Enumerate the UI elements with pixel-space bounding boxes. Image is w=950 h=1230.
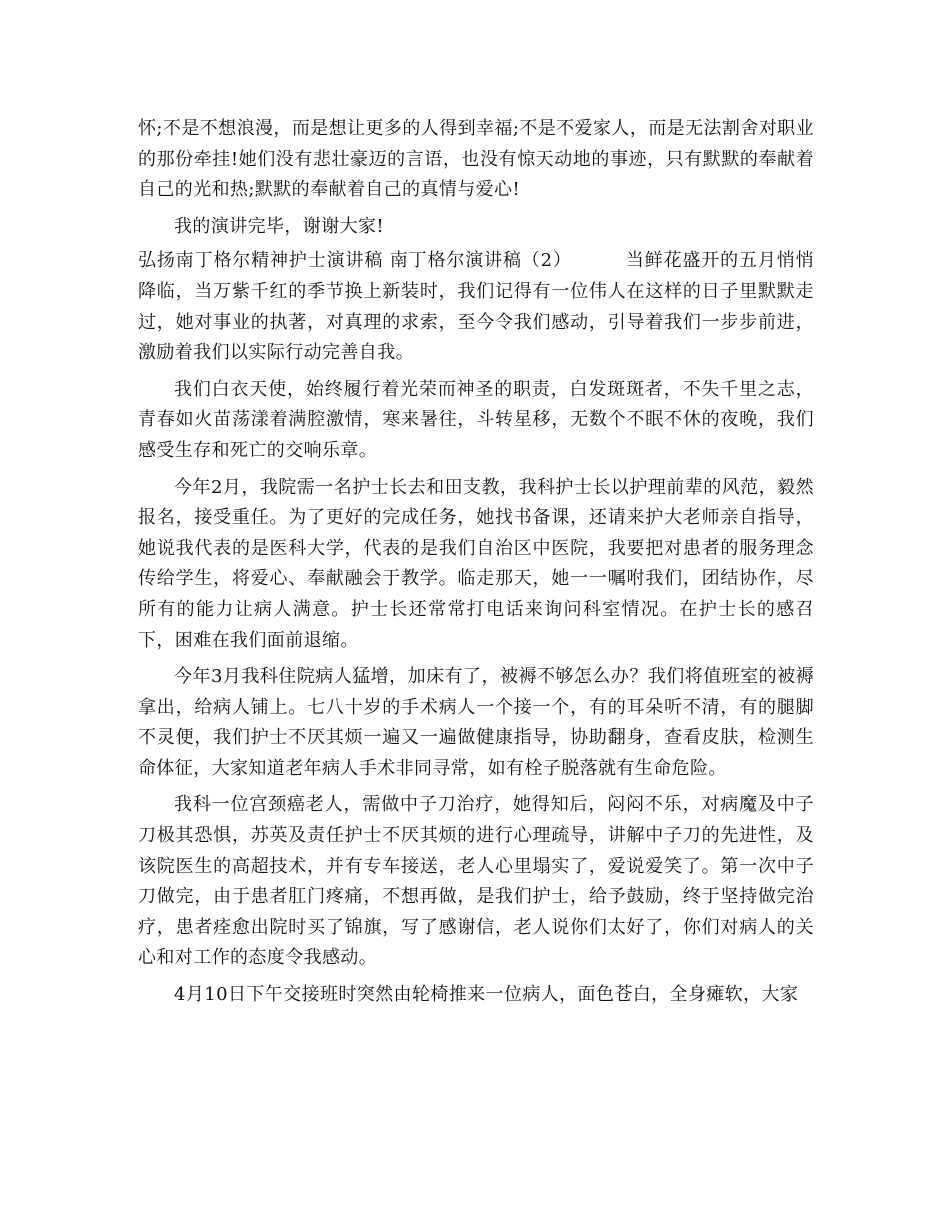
body-paragraph: 我们白衣天使，始终履行着光荣而神圣的职责，白发斑斑者，不失千里之志，青春如火苗荡漾着满腔激情，寒来暑往，斗转星移，无数个不眠不休的夜晚，我们感受生存和死亡的交响乐章。	[138, 378, 814, 461]
paragraph-continuation: 怀;不是不想浪漫，而是想让更多的人得到幸福;不是不爱家人，而是无法割舍对职业的那份牵挂!她们没有悲壮豪迈的言语，也没有惊天动地的事迹，只有默默的奉献着自己的光和热;默默的奉献着自己的真情与爱心!	[138, 118, 814, 201]
section-heading: 弘扬南丁格尔精神护士演讲稿 南丁格尔演讲稿（2）	[138, 250, 572, 272]
body-paragraph: 4月10日下午交接班时突然由轮椅推来一位病人，面色苍白，全身瘫软，大家	[174, 984, 799, 1006]
paragraph-closing: 我的演讲完毕，谢谢大家!	[174, 215, 385, 237]
document-body	[138, 114, 814, 1017]
section-first-paragraph-text: 当鲜花盛开的五月悄悄降临，当万紫千红的季节换上新装时，我们记得有一位伟人在这样的日子里默默走过，她对事业的执著，对真理的求索，至今令我们感动，引导着我们一步步前进，激励着我们以实际行动完善自我。	[138, 250, 814, 364]
body-paragraph: 今年2月，我院需一名护士长去和田支教，我科护士长以护理前辈的风范，毅然报名，接受重任。为了更好的完成任务，她找书备课，还请来护大老师亲自指导，她说我代表的是医科大学，代表的是我们自治区中医院，我要把对患者的服务理念传给学生，将爱心、奉献融会于教学。临走那天，她一一嘱咐我们，团结协作，尽所有的能力让病人满意。护士长还常常打电话来询问科室情况。在护士长的感召下，困难在我们面前退缩。	[138, 476, 814, 651]
body-paragraph: 我科一位宫颈癌老人，需做中子刀治疗，她得知后，闷闷不乐，对病魔及中子刀极其恐惧，苏英及责任护士不厌其烦的进行心理疏导，讲解中子刀的先进性，及该院医生的高超技术，并有专车接送，老人心里塌实了，爱说爱笑了。第一次中子刀做完，由于患者肛门疼痛，不想再做，是我们护士，给予鼓励，终于坚持做完治疗，患者痊愈出院时买了锦旗，写了感谢信，老人说你们太好了，你们对病人的关心和对工作的态度令我感动。	[138, 794, 814, 969]
section-start-paragraph	[138, 246, 814, 368]
body-paragraph: 今年3月我科住院病人猛增，加床有了，被褥不够怎么办？我们将值班室的被褥拿出，给病人铺上。七八十岁的手术病人一个接一个，有的耳朵听不清，有的腿脚不灵便，我们护士不厌其烦一遍又一遍做健康指导，协助翻身，查看皮肤，检测生命体征，大家知道老年病人手术非同寻常，如有栓子脱落就有生命危险。	[138, 666, 814, 779]
